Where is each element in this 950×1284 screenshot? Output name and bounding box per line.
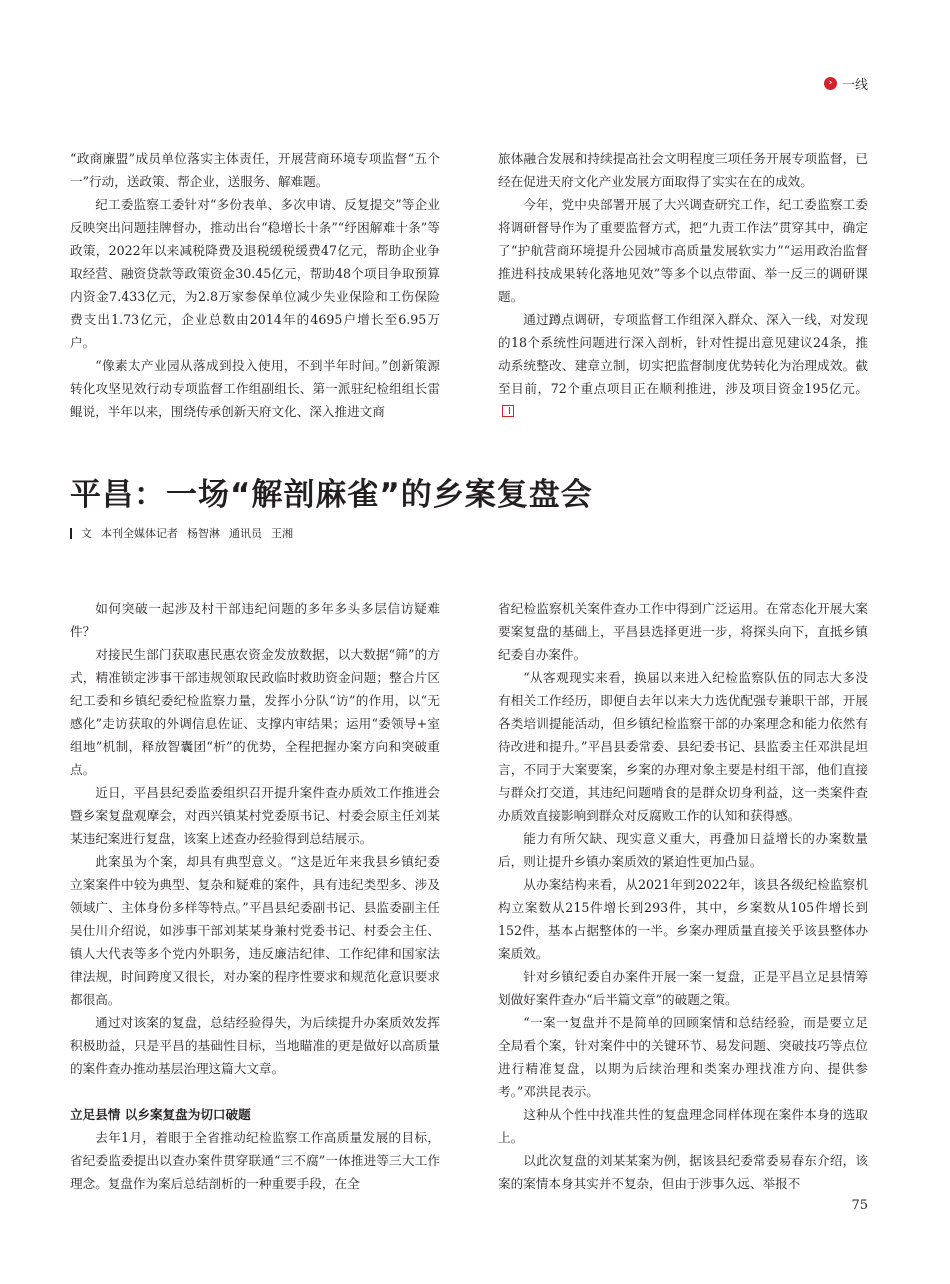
paragraph: 省纪检监察机关案件查办工作中得到广泛运用。在常态化开展大案要案复盘的基础上，平昌县选择更进一步，将探头向下，直抵乡镇纪委自办案件。 [498,601,868,662]
article-title: 平昌：一场“解剖麻雀”的乡案复盘会 [70,477,593,513]
paragraph [498,308,868,423]
paragraph: 从办案结构来看，从2021年到2022年，该县各级纪检监察机构立案数从215件增长到293件，其中，乡案数从105件增长到152件，基本占据整体的一半。乡案办理质量直接关乎该县整体办案质效。 [498,877,868,961]
byline-role: 通讯员 [229,527,262,540]
byline-prefix: 文 [81,527,92,540]
bottom-left-column [70,597,440,1195]
byline [70,525,293,541]
paragraph: 去年1月，着眼于全省推动纪检监察工作高质量发展的目标，省纪委监委提出以查办案件贯穿联通“三不腐”一体推进等三大工作理念。复盘作为案后总结剖析的一种重要手段，在全 [70,1130,440,1191]
paragraph: “政商廉盟”成员单位落实主体责任，开展营商环境专项监督“五个一”行动，送政策、帮企业，送服务、解难题。 [70,151,440,189]
section-tag [824,74,868,93]
paragraph: 近日，平昌县纪委监委组织召开提升案件查办质效工作推进会暨乡案复盘观摩会，对西兴镇某村党委原书记、村委会原主任刘某某违纪案进行复盘，该案上述查办经验得到总结展示。 [70,785,440,846]
paragraph: 这种从个性中找准共性的复盘理念同样体现在案件本身的选取上。 [498,1107,868,1145]
paragraph: “从客观现实来看，换届以来进入纪检监察队伍的同志大多没有相关工作经历，即便自去年以来大力选优配强专兼职干部，开展各类培训提能活动，但乡镇纪检监察干部的办案理念和能力依然有待改进和提升。”平昌县委常委、县纪委书记、县监委主任邓洪昆坦言，不同于大案要案，乡案的办理对象主要是村组干部，他们直接与群众打交道，其违纪问题啃食的是群众切身利益，这一类案件查办质效直接影响到群众对反腐败工作的认知和获得感。 [498,670,868,823]
byline-role: 本刊全媒体记者 [101,527,178,540]
paragraph: “像素太产业园从落成到投入使用，不到半年时间。”创新策源转化攻坚见效行动专项监督工作组副组长、第一派驻纪检组组长雷鲲说，半年以来，围绕传承创新天府文化、深入推进文商 [70,358,440,419]
top-left-column [70,147,440,423]
section-label: 一线 [841,78,868,93]
byline-bar-icon [70,528,72,539]
paragraph: 以此次复盘的刘某某案为例，据该县纪委常委易春东介绍，该案的案情本身其实并不复杂，但由于涉事久远、举报不 [498,1153,868,1191]
paragraph: 通过对该案的复盘，总结经验得失，为后续提升办案质效发挥积极助益，只是平昌的基础性目标，当地瞄准的更是做好以高质量的案件查办推动基层治理这篇大文章。 [70,1015,440,1076]
paragraph: 针对乡镇纪委自办案件开展一案一复盘，正是平昌立足县情筹划做好案件查办“后半篇文章”的破题之策。 [498,969,868,1007]
page-number: 75 [851,1198,868,1213]
paragraph: 此案虽为个案，却具有典型意义。“这是近年来我县乡镇纪委立案案件中较为典型、复杂和疑难的案件，具有违纪类型多、涉及领域广、主体身份多样等特点。”平昌县纪委副书记、县监委副主任吴仕川介绍说，如涉事干部刘某某身兼村党委书记、村委会主任、镇人大代表等多个党内外职务，违反廉洁纪律、工作纪律和国家法律法规，时间跨度又很长，对办案的程序性要求和规范化意识要求都很高。 [70,854,440,1007]
end-mark-icon [502,405,514,417]
paragraph-text: 通过蹲点调研，专项监督工作组深入群众、深入一线，对发现的18个系统性问题进行深入剖析，针对性提出意见建议24条，推动系统整改、建章立制，切实把监督制度优势转化为治理成效。截至目前，72个重点项目正在顺利推进，涉及项目资金195亿元。 [498,312,868,396]
byline-author: 杨智淋 [187,527,220,540]
section-subheading: 立足县情 以乡案复盘为切口破题 [70,1107,251,1122]
byline-author: 王湘 [271,527,293,540]
paragraph: 对接民生部门获取惠民惠农资金发放数据，以大数据“筛”的方式，精准锁定涉事干部违规领取民政临时救助资金问题；整合片区纪工委和乡镇纪委纪检监察力量，发挥小分队“访”的作用，以“无感化”走访获取的外调信息佐证、支撑内审结果；运用“委领导+室组地”机制，释放智囊团“析”的优势，全程把握办案方向和突破重点。 [70,647,440,777]
paragraph: 旅体融合发展和持续提高社会文明程度三项任务开展专项监督，已经在促进天府文化产业发展方面取得了实实在在的成效。 [498,151,868,189]
chevron-right-icon: › [824,77,837,90]
paragraph: “一案一复盘并不是简单的回顾案情和总结经验，而是要立足全局看个案，针对案件中的关键环节、易发问题、突破技巧等点位进行精准复盘，以期为后续治理和类案办理找准方向、提供参考。”邓洪昆表示。 [498,1015,868,1099]
paragraph: 能力有所欠缺、现实意义重大，再叠加日益增长的办案数量后，则让提升乡镇办案质效的紧迫性更加凸显。 [498,831,868,869]
top-right-column [498,147,868,423]
paragraph: 纪工委监察工委针对“多份表单、多次申请、反复提交”等企业反映突出问题挂牌督办，推动出台“稳增长十条”“纾困解难十条”等政策，2022年以来减税降费及退税缓税缓费47亿元，帮助企业争取经营、融资贷款等政策资金30.45亿元，帮助48个项目争取预算内资金7.433亿元，为2.8万家参保单位减少失业保险和工伤保险费支出1.73亿元，企业总数由2014年的4695户增长至6.95万户。 [70,197,440,350]
paragraph: 今年，党中央部署开展了大兴调查研究工作，纪工委监察工委将调研督导作为了重要监督方式，把“九责工作法”贯穿其中，确定了“护航营商环境提升公园城市高质量发展软实力”“运用政治监督推进科技成果转化落地见效”等多个以点带面、举一反三的调研课题。 [498,197,868,304]
paragraph: 如何突破一起涉及村干部违纪问题的多年多头多层信访疑难件？ [70,601,440,639]
bottom-right-column [498,597,868,1195]
spacer [70,1080,440,1103]
